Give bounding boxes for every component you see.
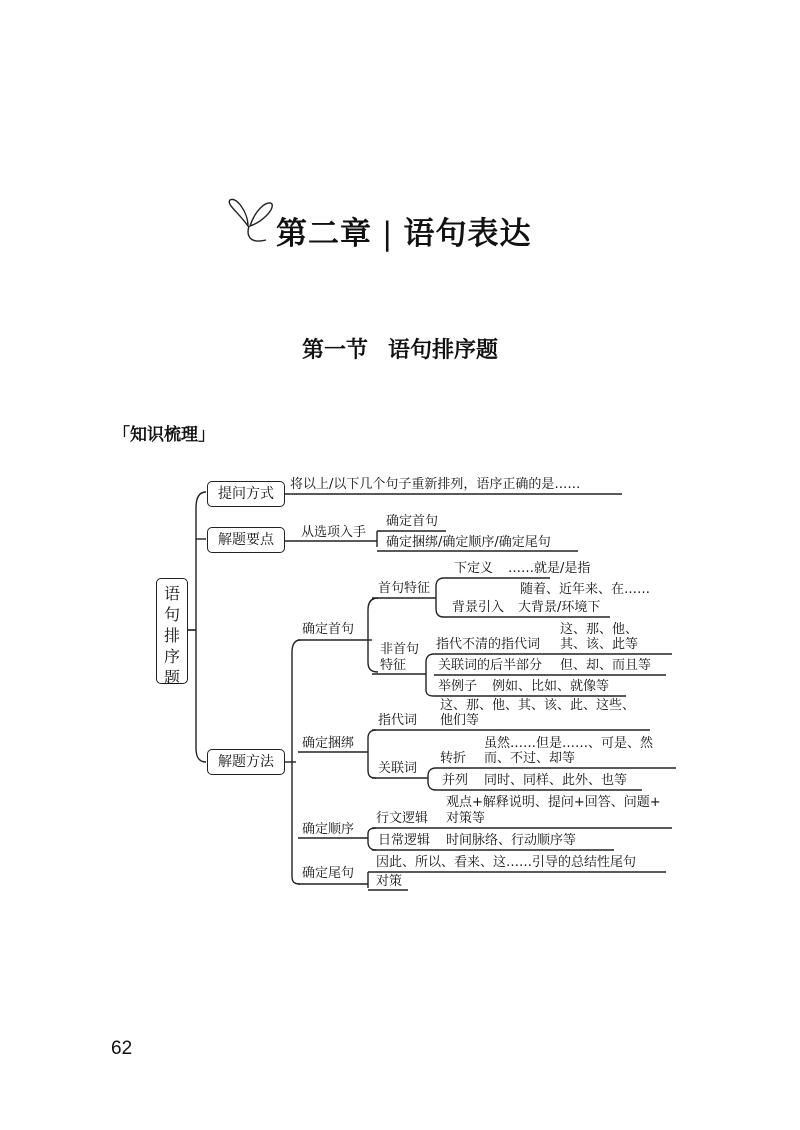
zhidaici-line2: 他们等 xyxy=(440,713,480,728)
chapter-number: 第二章 xyxy=(276,216,372,252)
beijing-label: 背景引入 xyxy=(452,600,505,615)
kunbang-label: 确定捆绑 xyxy=(302,736,355,751)
feishouju-label-2: 特征 xyxy=(380,658,407,673)
feishouju-label-1: 非首句 xyxy=(380,642,420,657)
page-number: 62 xyxy=(111,1038,133,1059)
tiwen-text: 将以上/以下几个句子重新排列，语序正确的是…… xyxy=(290,477,581,492)
section-title xyxy=(0,333,800,364)
juli-text: 例如、比如、就像等 xyxy=(492,679,610,694)
dingyi-text: ……就是/是指 xyxy=(508,561,591,576)
root-char: 排 xyxy=(163,626,180,645)
guanlian-label: 关联词的后半部分 xyxy=(438,658,543,673)
zhuanzhe-text: 而、不过、却等 xyxy=(484,751,576,766)
zhidaici-label: 指代词 xyxy=(378,713,418,728)
knowledge-label: 「知识梳理」 xyxy=(113,425,215,445)
beijing-top: 随着、近年来、在…… xyxy=(520,582,651,597)
dingyi-label: 下定义 xyxy=(454,561,494,576)
chapter-separator: | xyxy=(382,216,394,252)
daici-text: 其、该、此等 xyxy=(560,637,639,652)
binglie-text: 同时、同样、此外、也等 xyxy=(484,773,628,788)
section-name: 语句排序题 xyxy=(388,338,499,363)
daici-label: 指代不清的指代词 xyxy=(436,637,541,652)
guanlian-text: 但、却、而且等 xyxy=(560,658,652,673)
zhidaici-line1: 这、那、他、其、该、此、这些、 xyxy=(440,698,636,713)
chapter-name: 语句表达 xyxy=(403,216,532,252)
shunxu-label: 确定顺序 xyxy=(302,822,355,837)
sprout-icon xyxy=(229,199,272,241)
daici-top: 这、那、他、 xyxy=(560,622,639,637)
richang-text: 时间脉络、行动顺序等 xyxy=(446,833,577,848)
yaodian-sub: 从选项入手 xyxy=(301,525,367,540)
xingwen-label: 行文逻辑 xyxy=(376,811,429,826)
node-tiwen: 提问方式 xyxy=(207,481,285,507)
xingwen-text: 对策等 xyxy=(446,811,486,826)
zhuanzhe-label: 转折 xyxy=(440,751,467,766)
zhuanzhe-top: 虽然……但是……、可是、然 xyxy=(484,736,654,751)
weiju-line1: 因此、所以、看来、这……引导的总结性尾句 xyxy=(376,855,637,870)
root-char: 序 xyxy=(163,647,180,666)
node-yaodian: 解题要点 xyxy=(207,527,285,553)
weiju-line2: 对策 xyxy=(376,874,403,889)
binglie-label: 并列 xyxy=(442,773,469,788)
chapter-title xyxy=(276,208,531,253)
root-char: 题 xyxy=(163,668,180,687)
root-char: 句 xyxy=(163,605,180,624)
section-number: 第一节 xyxy=(301,338,368,363)
juli-label: 举例子 xyxy=(438,679,478,694)
node-fangfa: 解题方法 xyxy=(207,749,285,775)
yaodian-item: 确定首句 xyxy=(386,514,439,529)
mindmap-root xyxy=(156,578,188,687)
tezheng-label: 首句特征 xyxy=(378,581,431,596)
weiju-label: 确定尾句 xyxy=(302,866,355,881)
shouju-label: 确定首句 xyxy=(302,622,355,637)
guanlianci-label: 关联词 xyxy=(378,761,418,776)
richang-label: 日常逻辑 xyxy=(378,833,431,848)
yaodian-item: 确定捆绑/确定顺序/确定尾句 xyxy=(386,535,551,550)
beijing-text: 大背景/环境下 xyxy=(518,600,601,615)
root-char: 语 xyxy=(163,584,180,603)
xingwen-top: 观点+解释说明、提问+回答、问题+ xyxy=(446,795,661,810)
